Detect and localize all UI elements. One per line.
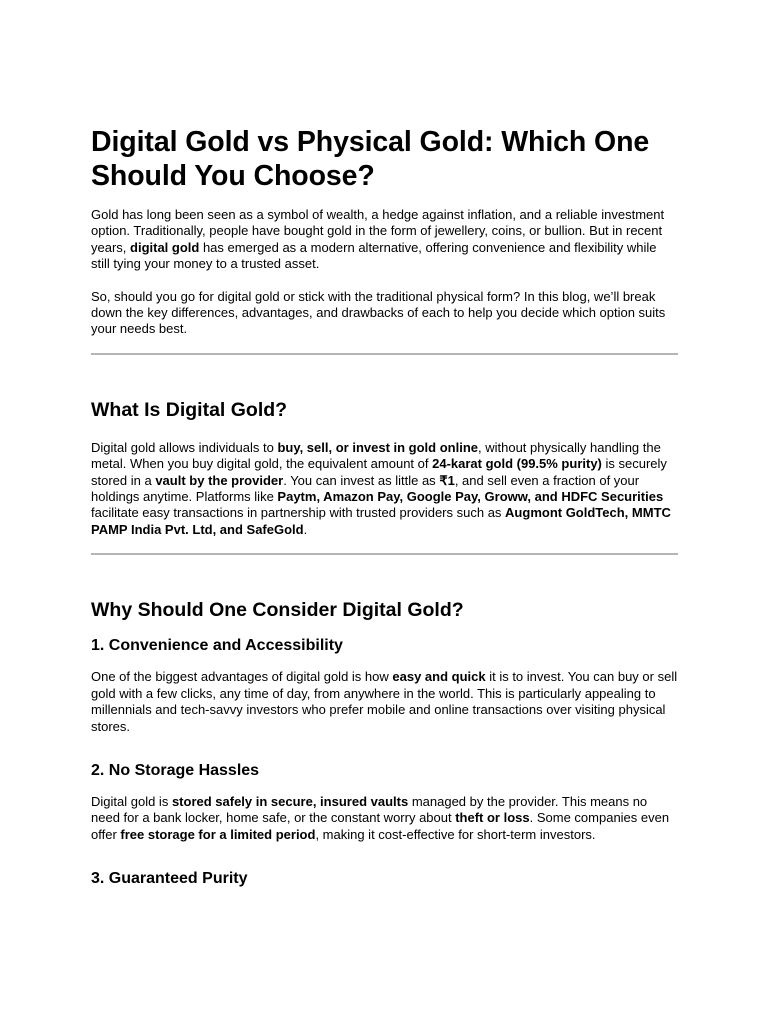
article-title: Digital Gold vs Physical Gold: Which One Should You Choose? xyxy=(91,126,650,192)
subheading-storage: 2. No Storage Hassles xyxy=(91,761,260,779)
bold-text: ₹1 xyxy=(439,472,455,488)
text-run: facilitate easy transactions in partnership with trusted providers such as xyxy=(91,505,506,521)
bold-text: stored safely in secure, insured vaults xyxy=(171,793,409,809)
convenience-paragraph xyxy=(91,669,678,735)
subheading-purity: 3. Guaranteed Purity xyxy=(91,870,248,888)
section-heading-what: What Is Digital Gold? xyxy=(91,398,288,421)
section-divider xyxy=(91,353,678,355)
bold-text: free storage for a limited period xyxy=(120,826,316,842)
bold-text: easy and quick xyxy=(392,669,486,685)
intro-paragraph-1 xyxy=(91,207,678,273)
text-run: , without physically handling the metal. When you buy digital gold, the equivalent amount of xyxy=(91,439,661,472)
text-run: has emerged as a modern alternative, offering convenience and flexibility while still tying your money to a trusted asset. xyxy=(91,239,657,272)
text-run: , and sell even a fraction of your holdings anytime. Platforms like xyxy=(91,472,640,505)
section-divider xyxy=(91,553,678,555)
text-run: managed by the provider. This means no need for a bank locker, home safe, or the constant worry about xyxy=(91,793,648,826)
bold-text: vault by the provider xyxy=(155,472,284,488)
text-run: One of the biggest advantages of digital gold is how xyxy=(91,669,393,685)
what-paragraph xyxy=(91,440,678,538)
text-run: Gold has long been seen as a symbol of wealth, a hedge against inflation, and a reliable investment option. Traditionally, people have bought gold in the form of jewellery, coins, or bullion. But in recent years, xyxy=(91,207,665,255)
bold-text: Paytm, Amazon Pay, Google Pay, Groww, and HDFC Securities xyxy=(277,489,664,505)
section-heading-why: Why Should One Consider Digital Gold? xyxy=(91,599,464,622)
text-run: Digital gold allows individuals to xyxy=(91,439,278,455)
text-run: it is to invest. You can buy or sell gold with a few clicks, any time of day, from anywhere in the world. This is particularly appealing to millennials and tech-savvy investors who prefer mobile and online transactions over visiting physical stores. xyxy=(91,669,678,734)
bold-text: 24-karat gold (99.5% purity) xyxy=(432,456,602,472)
storage-paragraph xyxy=(91,794,678,843)
text-run: is securely stored in a xyxy=(91,456,667,488)
text-run: . xyxy=(303,521,308,537)
text-run: Digital gold is xyxy=(91,793,172,809)
text-run: . You can invest as little as xyxy=(283,472,440,488)
bold-text: buy, sell, or invest in gold online xyxy=(277,439,478,455)
bold-text: digital gold xyxy=(130,239,200,255)
text-run: . Some companies even offer xyxy=(91,810,670,842)
bold-text: Augmont GoldTech, MMTC PAMP India Pvt. Ltd, and SafeGold xyxy=(91,505,671,537)
bold-text: theft or loss xyxy=(455,810,530,826)
subheading-convenience: 1. Convenience and Accessibility xyxy=(91,637,343,655)
text-run: , making it cost-effective for short-term investors. xyxy=(315,826,596,842)
intro-paragraph-2: So, should you go for digital gold or stick with the traditional physical form? In this blog, we’ll break down the key differences, advantages, and drawbacks of each to help you decide which option suits your needs best. xyxy=(91,288,666,337)
